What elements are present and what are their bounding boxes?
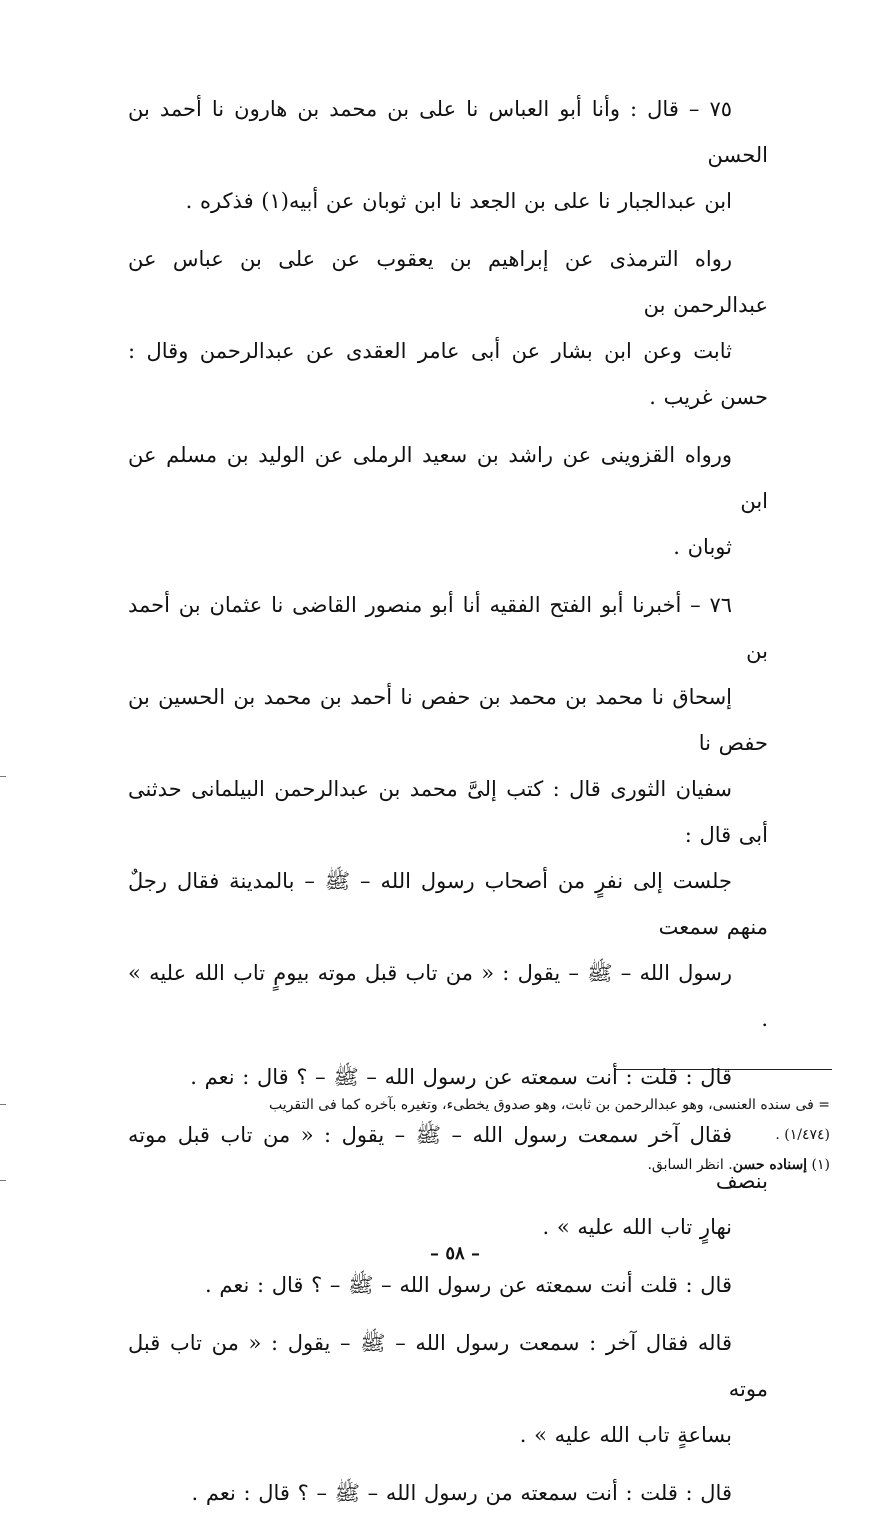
paragraph-hadith-76 — [128, 582, 768, 1042]
footnote-marker: (١) — [811, 1157, 830, 1173]
paragraph-tirmidhi — [128, 236, 768, 420]
text-line: ثوبان . — [673, 535, 732, 559]
text-line: ثابت وعن ابن بشار عن أبى عامر العقدى عن عبدالرحمن وقال : حسن غريب . — [128, 339, 768, 409]
text-line: نهارٍ تاب الله عليه » . — [542, 1215, 732, 1239]
footnote-continuation: = فى سنده العنسى، وهو عبدالرحمن بن ثابت، وهو صدوق يخطىء، وتغيره بآخره كما فى التقريب — [269, 1097, 830, 1113]
footnote-text: . انظر السابق. — [647, 1157, 733, 1173]
footnote-continuation-ref: (١/٤٧٤) . — [775, 1127, 830, 1143]
text-line: رسول الله – ﷺ – يقول : « من تاب قبل موته بيومٍ تاب الله عليه » . — [128, 961, 768, 1031]
footnote-separator — [614, 1069, 832, 1070]
text-line: ورواه القزوينى عن راشد بن سعيد الرملى عن الوليد بن مسلم عن ابن — [128, 443, 768, 513]
text-line: رواه الترمذى عن إبراهيم بن يعقوب عن على بن عباس عن عبدالرحمن بن — [128, 247, 768, 317]
text-line: قال : قلت : أنت سمعته من رسول الله – ﷺ – ؟ قال : نعم . — [191, 1481, 732, 1505]
main-text — [128, 86, 768, 1528]
footnotes — [130, 1090, 830, 1180]
paragraph-qultu-3 — [128, 1470, 768, 1516]
footnote-1 — [130, 1150, 830, 1180]
page-number: – ٥٨ – — [430, 1243, 480, 1264]
text-line: قال : قلت : أنت سمعته عن رسول الله – ﷺ – ؟ قال : نعم . — [190, 1065, 732, 1089]
text-line: قاله فقال آخر : سمعت رسول الله – ﷺ – يقول : « من تاب قبل موته — [128, 1331, 768, 1401]
text-line: ابن عبدالجبار نا على بن الجعد نا ابن ثوبان عن أبيه(١) فذكره . — [185, 189, 732, 213]
paragraph-akhar-2 — [128, 1320, 768, 1458]
paragraph-hadith-75 — [128, 86, 768, 224]
text-line: قال : قلت أنت سمعته عن رسول الله – ﷺ – ؟ قال : نعم . — [205, 1273, 732, 1297]
text-line: بساعةٍ تاب الله عليه » . — [519, 1423, 732, 1447]
margin-mark — [0, 1180, 6, 1181]
text-line: ٧٦ – أخبرنا أبو الفتح الفقيه أنا أبو منصور القاضى نا عثمان بن أحمد بن — [128, 593, 768, 663]
text-line: فقال آخر سمعت رسول الله – ﷺ – يقول : « من تاب قبل موته بنصف — [128, 1123, 768, 1193]
text-line: إسحاق نا محمد بن محمد بن حفص نا أحمد بن محمد بن الحسين بن حفص نا — [128, 685, 768, 755]
margin-mark — [0, 1104, 6, 1105]
text-line: جلست إلى نفرٍ من أصحاب رسول الله – ﷺ – بالمدينة فقال رجلٌ منهم سمعت — [128, 869, 768, 939]
margin-mark — [0, 776, 6, 777]
text-line: ٧٥ – قال : وأنا أبو العباس نا على بن محمد بن هارون نا أحمد بن الحسن — [128, 97, 768, 167]
paragraph-qazwini — [128, 432, 768, 570]
text-line: سفيان الثورى قال : كتب إلىَّ محمد بن عبدالرحمن البيلمانى حدثنى أبى قال : — [128, 777, 768, 847]
paragraph-qultu-2 — [128, 1262, 768, 1308]
footnote-label: إسناده حسن — [732, 1157, 808, 1173]
